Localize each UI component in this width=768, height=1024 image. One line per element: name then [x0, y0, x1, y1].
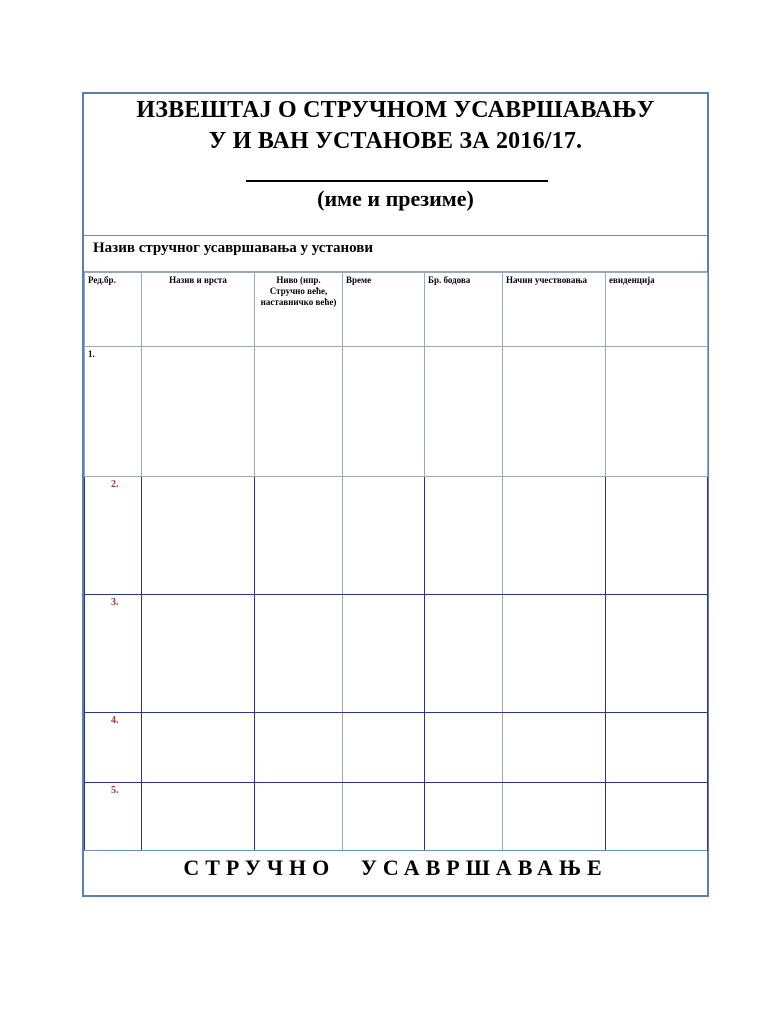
cell-participation[interactable]: [503, 783, 606, 851]
name-label: (име и презиме): [317, 186, 474, 211]
training-table: [84, 272, 708, 851]
cell-participation[interactable]: [503, 713, 606, 783]
table-row: [85, 783, 708, 851]
cell-records[interactable]: [606, 477, 708, 595]
cell-level[interactable]: [255, 713, 343, 783]
cell-name-type[interactable]: [142, 347, 255, 477]
report-header: [84, 94, 707, 236]
column-header-participation: Начин учествовања: [503, 273, 606, 347]
cell-points[interactable]: [425, 477, 503, 595]
name-signature-line: [246, 180, 548, 182]
report-title-line-1: ИЗВЕШТАЈ О СТРУЧНОМ УСАВРШАВАЊУ: [136, 97, 655, 123]
table-row: [85, 595, 708, 713]
cell-time[interactable]: [343, 347, 425, 477]
table-row: [85, 347, 708, 477]
column-header-time: Време: [343, 273, 425, 347]
cell-participation[interactable]: [503, 477, 606, 595]
cell-time[interactable]: [343, 477, 425, 595]
row-number: 1.: [85, 347, 142, 477]
cell-records[interactable]: [606, 783, 708, 851]
row-number: 4.: [85, 713, 142, 783]
column-header-records: евиденција: [606, 273, 708, 347]
table-row: [85, 713, 708, 783]
cell-level[interactable]: [255, 783, 343, 851]
cell-name-type[interactable]: [142, 595, 255, 713]
cell-points[interactable]: [425, 783, 503, 851]
table-row: [85, 477, 708, 595]
cell-points[interactable]: [425, 713, 503, 783]
column-header-name-type: Назив и врста: [142, 273, 255, 347]
cell-points[interactable]: [425, 595, 503, 713]
column-header-row-number: Ред.бр.: [85, 273, 142, 347]
cell-name-type[interactable]: [142, 783, 255, 851]
cell-name-type[interactable]: [142, 477, 255, 595]
cell-points[interactable]: [425, 347, 503, 477]
table-header-row: [85, 273, 708, 347]
section-title: Назив стручног усавршавања у установи: [84, 236, 707, 272]
column-header-level: Ниво (нпр. Стручно веће, наставничко веће): [255, 273, 343, 347]
cell-level[interactable]: [255, 477, 343, 595]
cell-name-type[interactable]: [142, 713, 255, 783]
cell-participation[interactable]: [503, 595, 606, 713]
report-form: [82, 92, 709, 897]
cell-level[interactable]: [255, 347, 343, 477]
column-header-points: Бр. бодова: [425, 273, 503, 347]
cell-time[interactable]: [343, 783, 425, 851]
row-number: 5.: [85, 783, 142, 851]
cell-records[interactable]: [606, 595, 708, 713]
row-number: 2.: [85, 477, 142, 595]
row-number: 3.: [85, 595, 142, 713]
cell-level[interactable]: [255, 595, 343, 713]
cell-records[interactable]: [606, 713, 708, 783]
cell-time[interactable]: [343, 713, 425, 783]
cell-time[interactable]: [343, 595, 425, 713]
cell-records[interactable]: [606, 347, 708, 477]
footer-title: СТРУЧНО УСАВРШАВАЊЕ: [84, 850, 707, 895]
cell-participation[interactable]: [503, 347, 606, 477]
report-title-line-2: У И ВАН УСТАНОВЕ ЗА 2016/17.: [208, 128, 583, 154]
